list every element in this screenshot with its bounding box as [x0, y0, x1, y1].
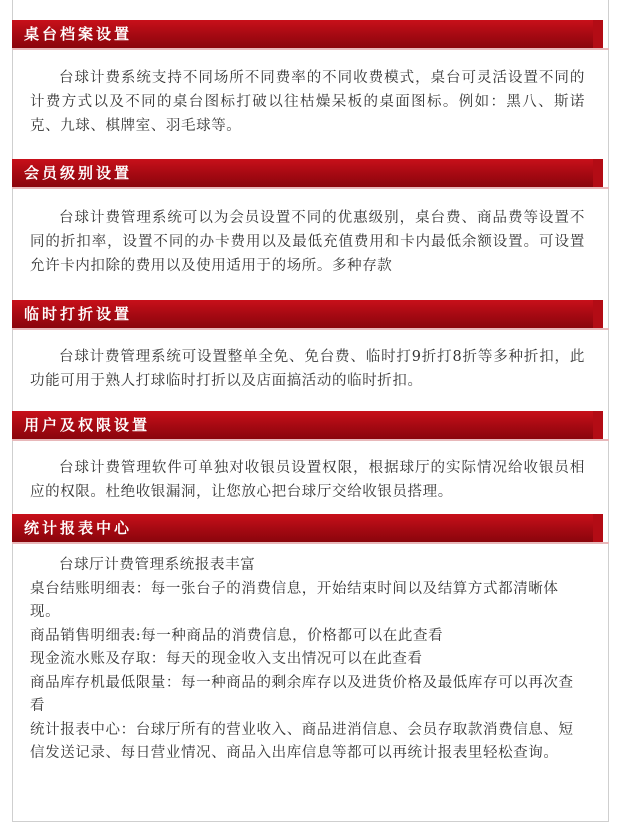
section-title: 会员级别设置 — [24, 164, 133, 182]
section-banner-member-level — [12, 159, 609, 187]
section-title: 用户及权限设置 — [24, 416, 151, 434]
stats-item-cash-flow: 现金流水账及存取：每天的现金收入支出情况可以在此查看 — [30, 651, 423, 667]
section-body-user-permission: 台球计费管理软件可单独对收银员设置权限，根据球厅的实际情况给收银员相应的权限。杜绝收银漏洞，让您放心把台球厅交给收银员搭理。 — [30, 460, 585, 500]
section-body-member-level: 台球计费管理系统可以为会员设置不同的优惠级别，桌台费、商品费等设置不同的折扣率，设置不同的办卡费用以及最低充值费用和卡内最低余额设置。可设置允许卡内扣除的费用以及使用适用于的场所。多种存款 — [30, 210, 585, 274]
section-banner-user-permission — [12, 411, 609, 439]
section-title: 临时打折设置 — [24, 305, 133, 323]
stats-intro: 台球厅计费管理系统报表丰富 — [59, 557, 256, 573]
stats-item-report-center: 统计报表中心：台球厅所有的营业收入、商品进消信息、会员存取款消费信息、短信发送记录、每日营业情况、商品入出库信息等都可以再统计报表里轻松查询。 — [30, 721, 574, 761]
stats-item-table-checkout: 桌台结账明细表：每一张台子的消费信息，开始结束时间以及结算方式都清晰体现。 — [30, 580, 559, 620]
section-body-temp-discount: 台球计费管理系统可设置整单全免、免台费、临时打9折打8折等多种折扣，此功能可用于熟人打球临时打折以及店面搞活动的临时折扣。 — [30, 349, 585, 389]
section-banner-table-archive — [12, 20, 609, 48]
section-body-table-archive: 台球计费系统支持不同场所不同费率的不同收费模式，桌台可灵活设置不同的计费方式以及不同的桌台图标打破以往枯燥呆板的桌面图标。例如：黑八、斯诺克、九球、棋牌室、羽毛球等。 — [30, 70, 585, 134]
section-title: 桌台档案设置 — [24, 25, 133, 43]
section-title: 统计报表中心 — [24, 519, 133, 537]
section-banner-temp-discount — [12, 300, 609, 328]
stats-item-product-sales: 商品销售明细表:每一种商品的消费信息，价格都可以在此查看 — [30, 627, 444, 644]
section-body-statistics — [30, 554, 585, 766]
section-banner-statistics — [12, 514, 609, 542]
stats-item-inventory: 商品库存机最低限量：每一种商品的剩余库存以及进货价格及最低库存可以再次查看 — [30, 674, 574, 714]
